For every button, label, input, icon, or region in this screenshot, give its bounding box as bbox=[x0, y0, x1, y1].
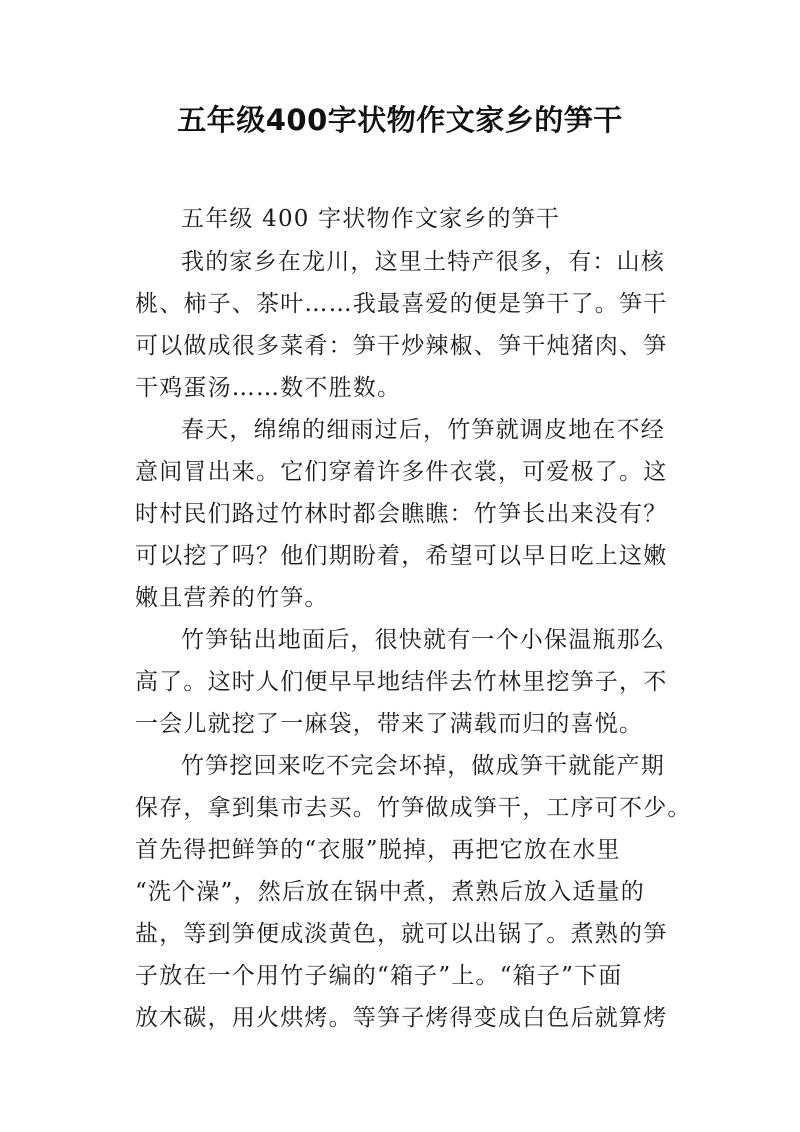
body-text-line: 保存，拿到集市去买。竹笋做成笋干，工序可不少。 bbox=[135, 795, 692, 821]
body-text-line: 放木碳，用火烘烤。等笋子烤得变成白色后就算烤 bbox=[135, 1005, 668, 1031]
body-text-line: 高了。这时人们便早早地结伴去竹林里挖笋子，不 bbox=[135, 669, 668, 695]
body-text-line: “洗个澡”，然后放在锅中煮，煮熟后放入适量的 bbox=[135, 879, 645, 905]
body-text-line: 时村民们路过竹林时都会瞧瞧：竹笋长出来没有？ bbox=[135, 501, 668, 527]
body-text-line: 嫩且营养的竹笋。 bbox=[135, 585, 329, 611]
document-title: 五年级400字状物作文家乡的笋干 bbox=[177, 103, 623, 137]
body-text-line: 一会儿就挖了一麻袋，带来了满载而归的喜悦。 bbox=[135, 711, 644, 737]
body-text-line: 桃、柿子、茶叶……我最喜爱的便是笋干了。笋干 bbox=[135, 291, 668, 317]
body-text-line: 可以做成很多菜肴：笋干炒辣椒、笋干炖猪肉、笋 bbox=[135, 333, 668, 359]
body-text-line: 竹笋钻出地面后，很快就有一个小保温瓶那么 bbox=[181, 627, 665, 653]
body-text-line: 可以挖了吗？他们期盼着，希望可以早日吃上这嫩 bbox=[135, 543, 668, 569]
body-text-line: 意间冒出来。它们穿着许多件衣裳，可爱极了。这 bbox=[135, 459, 668, 485]
body-text-line: 盐，等到笋便成淡黄色，就可以出锅了。煮熟的笋 bbox=[135, 921, 668, 947]
body-text-line: 首先得把鲜笋的“衣服”脱掉，再把它放在水里 bbox=[135, 837, 621, 863]
body-text-line: 干鸡蛋汤……数不胜数。 bbox=[135, 375, 402, 401]
body-text-line: 春天，绵绵的细雨过后，竹笋就调皮地在不经 bbox=[181, 417, 665, 443]
body-heading-line: 五年级 400 字状物作文家乡的笋干 bbox=[181, 206, 561, 232]
body-text-line: 竹笋挖回来吃不完会坏掉，做成笋干就能产期 bbox=[181, 753, 665, 779]
body-text-line: 我的家乡在龙川，这里土特产很多，有：山核 bbox=[181, 249, 665, 275]
body-text-line: 子放在一个用竹子编的“箱子”上。“箱子”下面 bbox=[135, 963, 623, 989]
